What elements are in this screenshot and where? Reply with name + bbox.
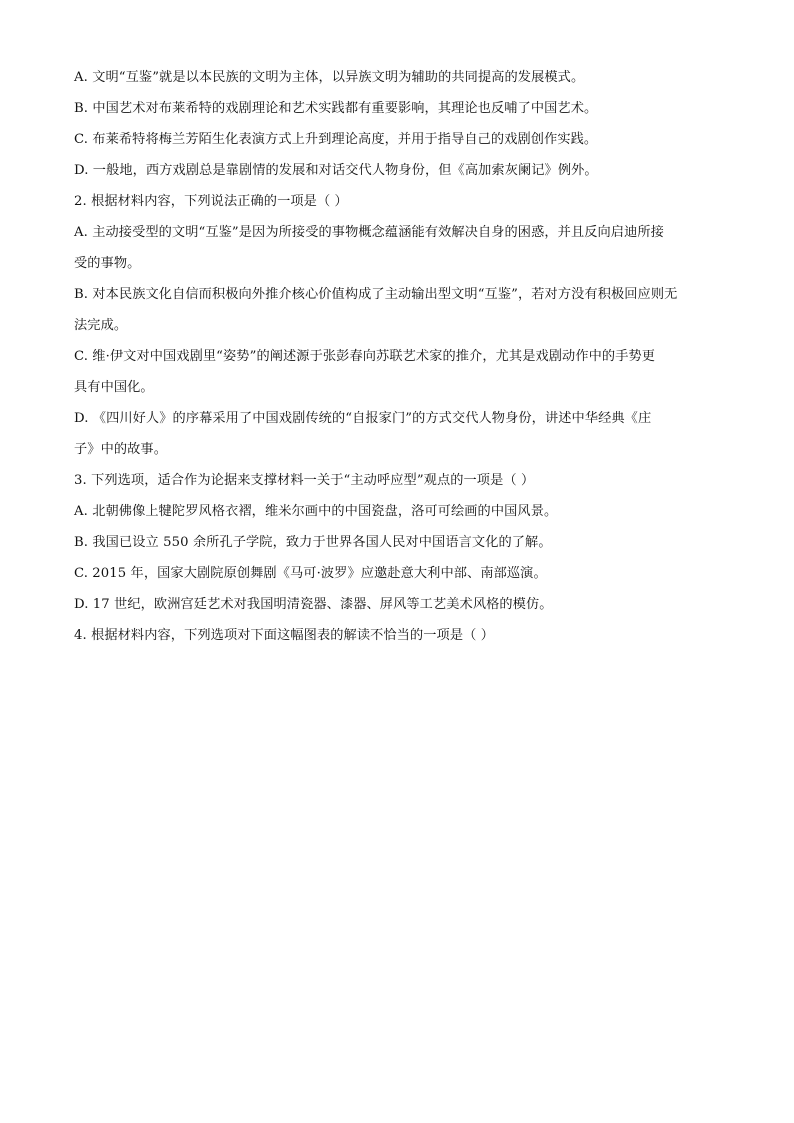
q1-option-a: A. 文明“互鉴”就是以本民族的文明为主体，以异族文明为辅助的共同提高的发展模式。 [74,70,585,85]
q3-option-d: D. 17 世纪，欧洲宫廷艺术对我国明清瓷器、漆器、屏风等工艺美术风格的模仿。 [74,597,553,612]
q2-option-c-line2: 具有中国化。 [74,380,154,395]
q2-stem: 2. 根据材料内容，下列说法正确的一项是（ ） [74,194,348,209]
q2-option-b-line2: 法完成。 [74,318,128,333]
q1-option-b: B. 中国艺术对布莱希特的戏剧理论和艺术实践都有重要影响，其理论也反哺了中国艺术。 [74,101,598,116]
q2-option-c-line1: C. 维·伊文对中国戏剧里“姿势”的阐述源于张彭春向苏联艺术家的推介，尤其是戏剧动作中的手势更 [74,349,656,364]
q2-option-b-line1: B. 对本民族文化自信而积极向外推介核心价值构成了主动输出型文明“互鉴”，若对方没有积极回应则无 [74,287,678,302]
q3-stem: 3. 下列选项，适合作为论据来支撑材料一关于“主动呼应型”观点的一项是（ ） [74,473,535,488]
q2-option-d-line1: D. 《四川好人》的序幕采用了中国戏剧传统的“自报家门”的方式交代人物身份，讲述中华经典《庄 [74,411,652,426]
q3-option-b: B. 我国已设立 550 余所孔子学院，致力于世界各国人民对中国语言文化的了解。 [74,535,552,550]
q1-option-d: D. 一般地，西方戏剧总是靠剧情的发展和对话交代人物身份，但《高加索灰阑记》例外。 [74,163,598,178]
q2-option-d-line2: 子》中的故事。 [74,442,168,457]
q2-option-a-line2: 受的事物。 [74,256,141,271]
q4-stem: 4. 根据材料内容，下列选项对下面这幅图表的解读不恰当的一项是（ ） [74,628,494,643]
q3-option-c: C. 2015 年，国家大剧院原创舞剧《马可·波罗》应邀赴意大利中部、南部巡演。 [74,566,547,581]
q2-option-a-line1: A. 主动接受型的文明“互鉴”是因为所接受的事物概念蕴涵能有效解决自身的困惑，并且反向启迪所接 [74,225,664,240]
q1-option-c: C. 布莱希特将梅兰芳陌生化表演方式上升到理论高度，并用于指导自己的戏剧创作实践。 [74,132,598,147]
q3-option-a: A. 北朝佛像上犍陀罗风格衣褶，维米尔画中的中国瓷盘，洛可可绘画的中国风景。 [74,504,558,519]
question-content [74,62,724,651]
